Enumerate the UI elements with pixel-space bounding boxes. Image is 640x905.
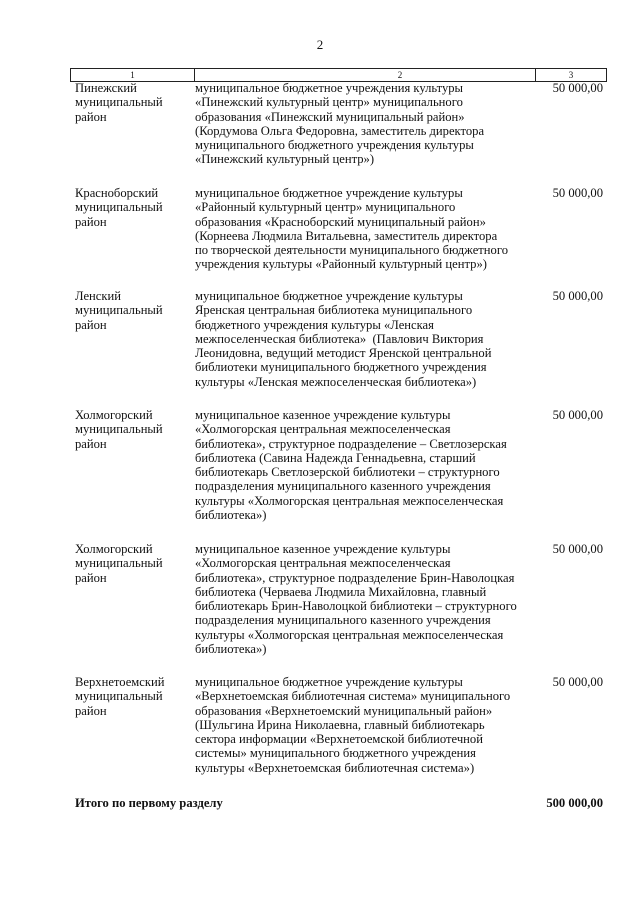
description-line: библиотеки муниципального бюджетного учреждения [195, 360, 487, 375]
district-line: Пинежский [75, 81, 137, 95]
description-line: муниципальное бюджетное учреждение культуры [195, 289, 463, 303]
description-line: библиотека», структурное подразделение Брин-Наволоцкая [195, 570, 515, 585]
district-line: район [75, 436, 107, 451]
district-line: район [75, 317, 107, 332]
description-line: бюджетного учреждения культуры «Ленская [195, 317, 434, 332]
district-line: муниципальный [75, 95, 163, 110]
district-line: муниципальный [75, 303, 163, 318]
description-line: межпоселенческая библиотека» (Павлович Виктория [195, 331, 484, 346]
description-line: системы» муниципального бюджетного учреждения [195, 746, 476, 761]
total-amount: 500 000,00 [546, 796, 603, 810]
description-line: муниципального бюджетного учреждения культуры [195, 138, 474, 153]
district-line: муниципальный [75, 689, 163, 704]
amount-cell: 50 000,00 [552, 289, 603, 303]
description-cell [195, 675, 545, 775]
amount-cell: 50 000,00 [552, 542, 603, 556]
district-line: Холмогорский [75, 408, 153, 422]
amount-cell: 50 000,00 [552, 675, 603, 689]
district-line: Холмогорский [75, 542, 153, 556]
description-line: библиотекарь Светлозерской библиотеки – структурного [195, 465, 500, 480]
description-line: «Пинежский культурный центр») [195, 152, 375, 167]
description-line: муниципальное бюджетное учреждение культуры [195, 675, 463, 689]
district-line: Ленский [75, 289, 121, 303]
description-line: образования «Красноборский муниципальный район» [195, 214, 486, 229]
description-line: культуры «Холмогорская центральная межпоселенческая [195, 627, 504, 642]
description-cell [195, 542, 545, 656]
description-line: культуры «Верхнетоемская библиотечная система») [195, 760, 475, 775]
description-line: культуры «Холмогорская центральная межпоселенческая [195, 493, 504, 508]
description-cell [195, 186, 545, 272]
district-line: Красноборский [75, 186, 159, 200]
district-cell [75, 542, 185, 585]
page-number: 2 [316, 37, 324, 52]
description-line: Яренская центральная библиотека муниципального [195, 303, 473, 318]
amount-cell: 50 000,00 [552, 186, 603, 200]
description-line: «Верхнетоемская библиотечная система» муниципального [195, 689, 511, 704]
district-line: Верхнетоемский [75, 675, 165, 689]
description-line: (Кордумова Ольга Федоровна, заместитель директора [195, 123, 485, 138]
amount-cell: 50 000,00 [552, 408, 603, 422]
description-cell [195, 81, 545, 167]
description-line: учреждения культуры «Районный культурный центр») [195, 257, 487, 272]
description-line: (Шульгина Ирина Николаевна, главный библиотекарь [195, 717, 485, 732]
district-line: муниципальный [75, 200, 163, 215]
description-line: муниципальное бюджетное учреждения культуры [195, 81, 464, 95]
header-col-3: 3 [568, 70, 574, 80]
description-line: «Пинежский культурный центр» муниципального [195, 95, 463, 110]
description-line: образования «Верхнетоемский муниципальный район» [195, 703, 493, 718]
amount-cell: 50 000,00 [552, 81, 603, 95]
district-cell [75, 675, 185, 718]
description-line: библиотека», структурное подразделение – Светлозерская [195, 436, 507, 451]
district-line: муниципальный [75, 422, 163, 437]
description-line: образования «Пинежский муниципальный район» [195, 109, 465, 124]
description-line: муниципальное бюджетное учреждение культуры [195, 186, 463, 200]
description-line: подразделения муниципального казенного учреждения [195, 613, 491, 628]
description-cell [195, 408, 545, 522]
description-cell [195, 289, 545, 389]
description-line: «Холмогорская центральная межпоселенческая [195, 422, 451, 437]
description-line: сектора информации «Верхнетоемской библиотечной [195, 732, 483, 747]
district-cell [75, 81, 185, 124]
description-line: культуры «Ленская межпоселенческая библиотека») [195, 374, 477, 389]
description-line: библиотека (Савина Надежда Геннадьевна, старший [195, 450, 476, 465]
district-line: район [75, 214, 107, 229]
description-line: подразделения муниципального казенного учреждения [195, 479, 491, 494]
description-line: муниципальное казенное учреждение культуры [195, 542, 451, 556]
description-line: Леонидовна, ведущий методист Яренской центральной [195, 346, 492, 361]
table-header [70, 68, 607, 82]
total-label: Итого по первому разделу [75, 796, 223, 810]
district-cell [75, 186, 185, 229]
district-line: район [75, 570, 107, 585]
description-line: муниципальное казенное учреждение культуры [195, 408, 451, 422]
description-line: по творческой деятельности муниципального бюджетного [195, 243, 508, 258]
description-line: библиотека») [195, 642, 267, 657]
description-line: «Холмогорская центральная межпоселенческая [195, 556, 451, 571]
district-line: муниципальный [75, 556, 163, 571]
description-line: библиотекарь Брин-Наволоцкой библиотеки – структурного [195, 599, 517, 614]
description-line: библиотека (Черваева Людмила Михайловна, главный [195, 584, 487, 599]
description-line: «Районный культурный центр» муниципального [195, 200, 456, 215]
district-cell [75, 289, 185, 332]
header-col-2: 2 [397, 70, 403, 80]
district-line: район [75, 109, 107, 124]
header-col-1: 1 [71, 69, 195, 81]
district-cell [75, 408, 185, 451]
description-line: (Корнеева Людмила Витальевна, заместитель директора [195, 228, 498, 243]
district-line: район [75, 703, 107, 718]
description-line: библиотека») [195, 508, 267, 523]
